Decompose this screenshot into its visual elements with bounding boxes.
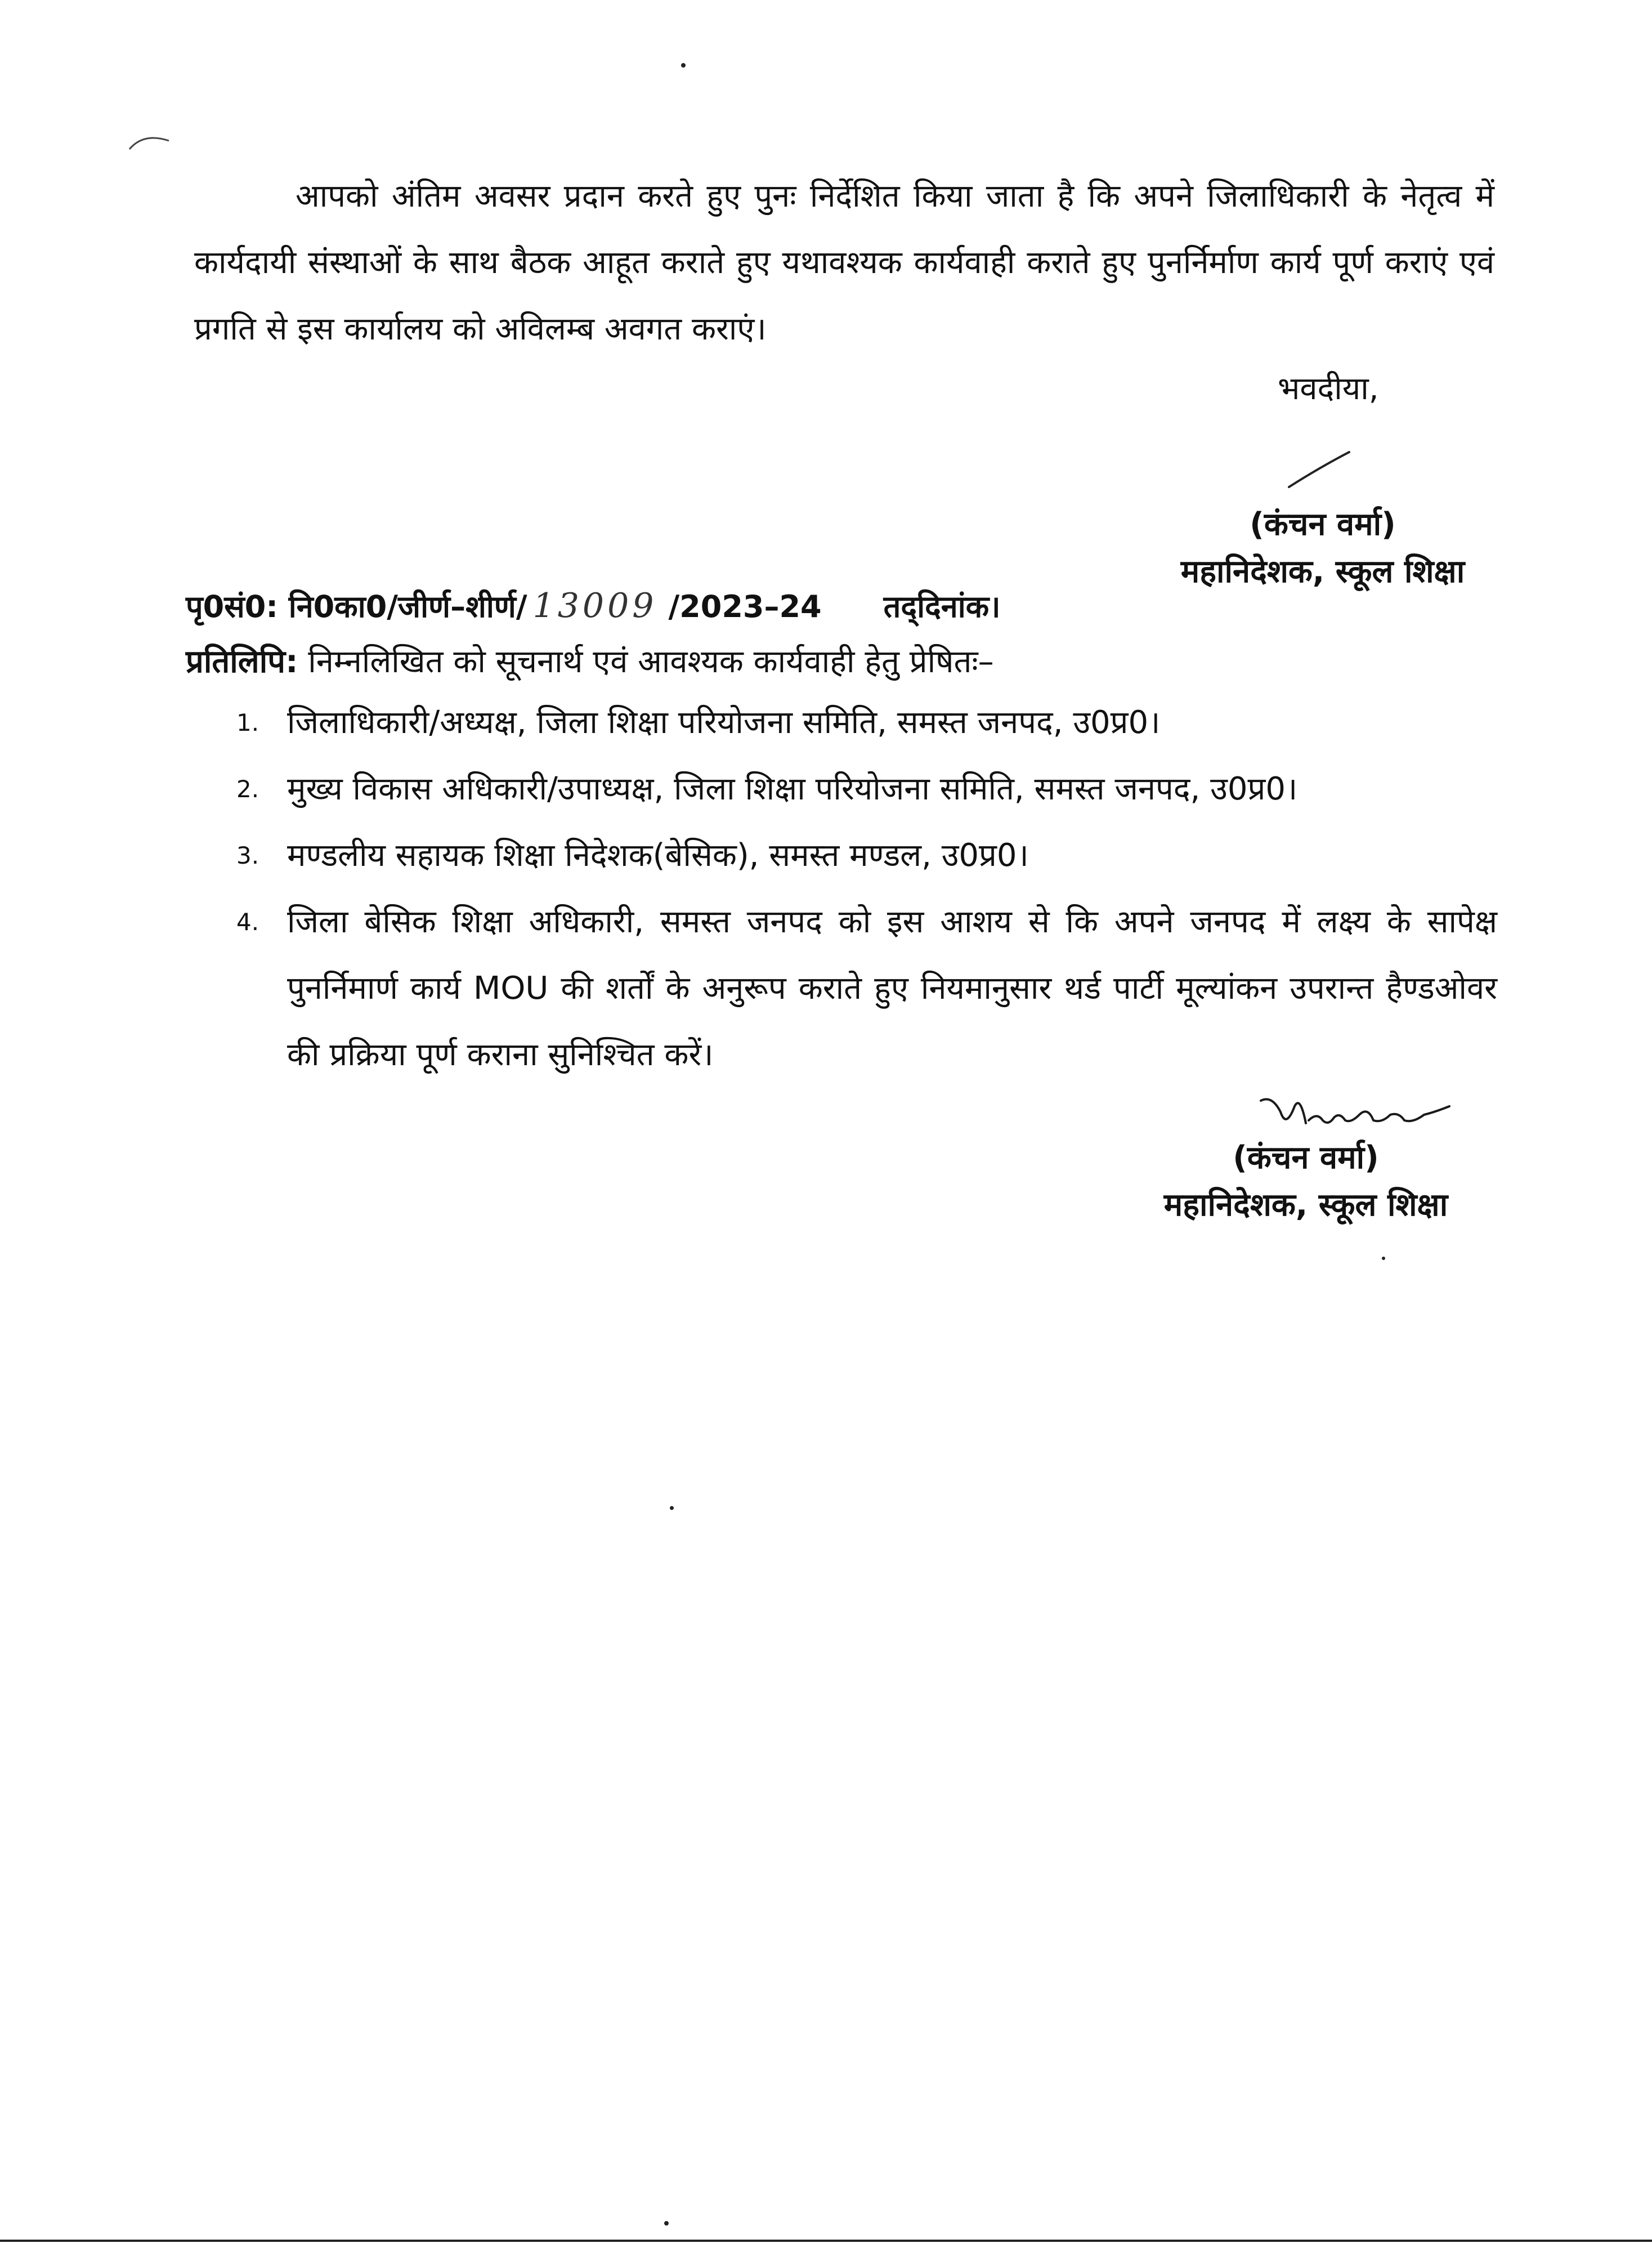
copy-to-intro: निम्नलिखित को सूचनार्थ एवं आवश्यक कार्यवाही हेतु प्रेषितः–: [308, 644, 994, 680]
handwritten-signature: [1255, 1089, 1458, 1140]
list-item-number: 2.: [236, 775, 259, 803]
scan-speck: [664, 2221, 669, 2226]
signature-block-1: [1148, 501, 1497, 596]
reference-line: [186, 584, 1001, 626]
reference-prefix: पृ0सं0: नि0का0/जीर्ण–शीर्ण/: [186, 589, 527, 624]
signatory-designation: महानिदेशक, स्कूल शिक्षा: [1163, 1187, 1448, 1223]
body-paragraph: आपको अंतिम अवसर प्रदान करते हुए पुनः निर्देशित किया जाता है कि अपने जिलाधिकारी के नेतृत्व में कार्यदायी संस्थाओं के साथ बैठक आहूत कराते हुए यथावश्यक कार्यवाही कराते हुए पुनर्निर्माण कार्य पूर्ण कराएं एवं प्रगति से इस कार्यालय को अविलम्ब अवगत कराएं।: [194, 178, 1494, 347]
list-item: [236, 889, 1497, 1088]
reference-date: तद्‌दिनांक।: [883, 589, 1001, 624]
list-item-text: मण्डलीय सहायक शिक्षा निदेशक(बेसिक), समस्त मण्डल, उ0प्र0।: [287, 837, 1029, 874]
signature-block-2: [1131, 1134, 1480, 1229]
closing-salutation: भवदीया,: [1278, 370, 1379, 407]
list-item-number: 4.: [236, 908, 259, 936]
copy-to-label: प्रतिलिपि:: [186, 644, 298, 680]
page-bottom-edge: [0, 2240, 1652, 2242]
list-item-text: मुख्य विकास अधिकारी/उपाध्यक्ष, जिला शिक्षा परियोजना समिति, समस्त जनपद, उ0प्र0।: [287, 771, 1298, 807]
signatory-designation: महानिदेशक, स्कूल शिक्षा: [1180, 553, 1465, 590]
scan-speck: [670, 1506, 674, 1510]
copy-to-line: [186, 639, 994, 682]
list-item-text: जिलाधिकारी/अध्यक्ष, जिला शिक्षा परियोजना समिति, समस्त जनपद, उ0प्र0।: [287, 704, 1161, 741]
scan-speck: [681, 63, 686, 68]
list-item-number: 3.: [236, 842, 259, 869]
scan-speck: [1382, 1257, 1385, 1260]
list-item-number: 1.: [236, 709, 259, 736]
signatory-name: (कंचन वर्मा): [1233, 1140, 1379, 1176]
reference-number: 13009: [532, 586, 657, 625]
list-item: [236, 756, 1497, 823]
signatory-name: (कंचन वर्मा): [1250, 506, 1396, 543]
scan-arc-mark: [127, 129, 172, 152]
list-item: [236, 690, 1497, 756]
list-item-text: जिला बेसिक शिक्षा अधिकारी, समस्त जनपद को इस आशय से कि अपने जनपद में लक्ष्य के सापेक्ष पुनर्निमार्ण कार्य MOU की शर्तों के अनुरूप कराते हुए नियमानुसार थर्ड पार्टी मूल्यांकन उपरान्त हैण्डओवर की प्रक्रिया पूर्ण कराना सुनिश्चित करें।: [287, 904, 1497, 1073]
reference-year: /2023–24: [668, 589, 822, 624]
recipient-list: [236, 690, 1497, 1088]
signature-initial-stroke: [1286, 448, 1354, 493]
list-item: [236, 823, 1497, 889]
